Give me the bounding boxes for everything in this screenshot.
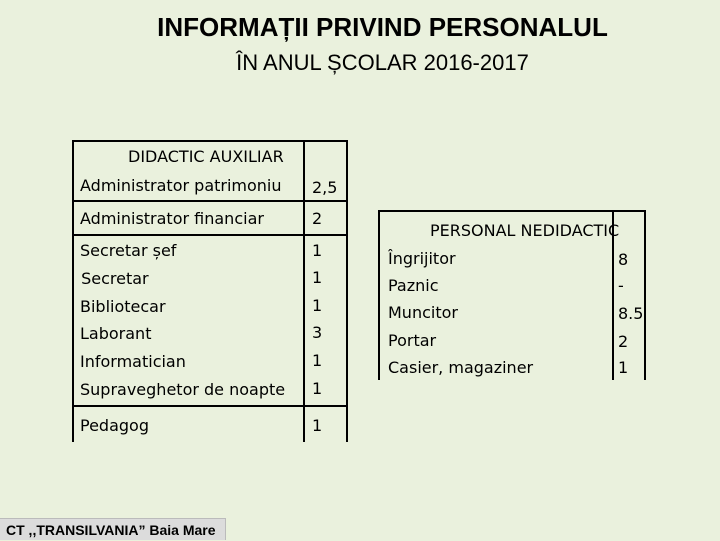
- table-row-label: Muncitor: [388, 303, 458, 322]
- row-divider: [74, 234, 346, 236]
- table-row-label: Portar: [388, 331, 437, 350]
- page-title: INFORMAȚII PRIVIND PERSONALUL: [157, 12, 608, 42]
- table-row-value: 1: [312, 416, 323, 435]
- table-row-label: Administrator financiar: [80, 209, 264, 228]
- table-row-value: 2,5: [312, 178, 338, 197]
- page-subtitle: ÎN ANUL ȘCOLAR 2016-2017: [236, 50, 529, 75]
- table-row-label: Pedagog: [80, 416, 149, 435]
- table-row-label: Secretar șef: [80, 241, 177, 260]
- table-row-value: 1: [312, 379, 323, 398]
- table-row-label: Laborant: [80, 324, 152, 343]
- footer-label: CT ,,TRANSILVANIA” Baia Mare: [0, 518, 226, 540]
- table-row-label: Administrator patrimoniu: [80, 176, 282, 195]
- table-row-value: 1: [312, 296, 323, 315]
- row-divider: [74, 405, 346, 407]
- row-divider: [74, 200, 346, 202]
- table-row-label: Bibliotecar: [80, 297, 166, 316]
- table-row-value: 1: [312, 268, 323, 287]
- table-row-label: Informatician: [80, 352, 186, 371]
- table-row-value: 8.5: [618, 304, 644, 323]
- table-row-value: 2: [312, 209, 323, 228]
- personal-nedidactic-table: [378, 210, 646, 380]
- table-row-label: Îngrijitor: [388, 249, 456, 268]
- didactic-auxiliar-table: [72, 140, 348, 442]
- table-row-value: 1: [312, 351, 323, 370]
- didactic-auxiliar-heading: DIDACTIC AUXILIAR: [128, 147, 284, 166]
- table-row-label: Paznic: [388, 276, 439, 295]
- table-row-label: Secretar: [76, 269, 149, 288]
- table-row-value: -: [618, 276, 624, 295]
- table-row-value: 2: [618, 332, 629, 351]
- table-row-value: 1: [618, 358, 629, 377]
- table-row-value: 3: [312, 323, 323, 342]
- personal-nedidactic-heading: PERSONAL NEDIDACTIC: [430, 221, 620, 240]
- column-divider: [303, 142, 305, 442]
- table-row-value: 1: [312, 241, 323, 260]
- table-row-label: Casier, magaziner: [388, 358, 534, 377]
- table-row-value: 8: [618, 250, 629, 269]
- table-row-label: Supraveghetor de noapte: [80, 380, 286, 399]
